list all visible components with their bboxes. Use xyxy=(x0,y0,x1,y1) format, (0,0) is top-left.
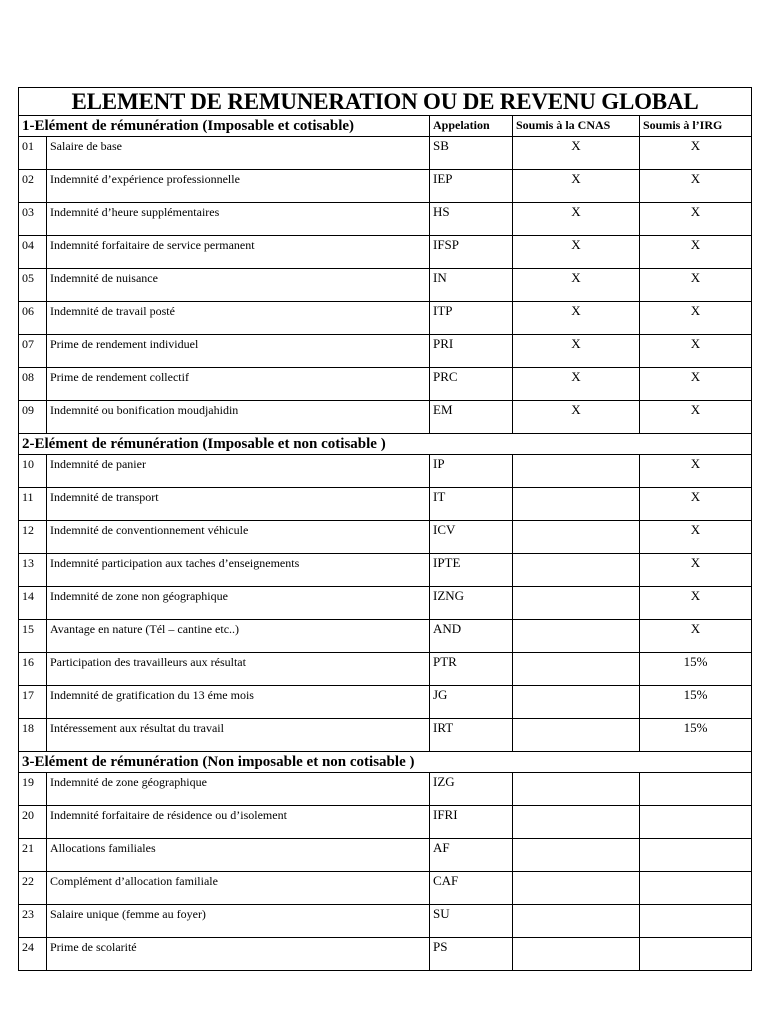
row-irg-mark: X xyxy=(640,620,752,653)
table-row xyxy=(19,806,752,839)
row-code: PTR xyxy=(430,653,513,686)
row-cnas-mark xyxy=(513,938,640,971)
row-irg-mark: X xyxy=(640,335,752,368)
row-irg-mark: X xyxy=(640,236,752,269)
table-row xyxy=(19,653,752,686)
table-row xyxy=(19,203,752,236)
row-code: IT xyxy=(430,488,513,521)
row-cnas-mark: X xyxy=(513,137,640,170)
section-header-row xyxy=(19,752,752,773)
row-label: Indemnité forfaitaire de service permanent xyxy=(47,236,430,269)
row-number: 19 xyxy=(19,773,47,806)
row-label: Prime de rendement individuel xyxy=(47,335,430,368)
row-irg-mark: 15% xyxy=(640,653,752,686)
row-code: CAF xyxy=(430,872,513,905)
table-row xyxy=(19,773,752,806)
row-code: IP xyxy=(430,455,513,488)
row-cnas-mark xyxy=(513,686,640,719)
row-code: PS xyxy=(430,938,513,971)
table-row xyxy=(19,521,752,554)
row-number: 21 xyxy=(19,839,47,872)
row-cnas-mark xyxy=(513,554,640,587)
row-label: Complément d’allocation familiale xyxy=(47,872,430,905)
row-irg-mark: X xyxy=(640,137,752,170)
row-number: 11 xyxy=(19,488,47,521)
table-row xyxy=(19,335,752,368)
row-cnas-mark xyxy=(513,806,640,839)
row-cnas-mark: X xyxy=(513,368,640,401)
row-irg-mark: X xyxy=(640,170,752,203)
row-code: ICV xyxy=(430,521,513,554)
row-cnas-mark: X xyxy=(513,302,640,335)
row-irg-mark xyxy=(640,905,752,938)
row-irg-mark: X xyxy=(640,554,752,587)
row-label: Allocations familiales xyxy=(47,839,430,872)
row-cnas-mark xyxy=(513,488,640,521)
row-irg-mark: X xyxy=(640,269,752,302)
row-number: 06 xyxy=(19,302,47,335)
row-number: 23 xyxy=(19,905,47,938)
row-cnas-mark xyxy=(513,653,640,686)
row-cnas-mark xyxy=(513,773,640,806)
row-label: Indemnité participation aux taches d’enseignements xyxy=(47,554,430,587)
table-row xyxy=(19,587,752,620)
row-irg-mark xyxy=(640,938,752,971)
row-number: 14 xyxy=(19,587,47,620)
row-irg-mark xyxy=(640,806,752,839)
row-cnas-mark xyxy=(513,905,640,938)
row-label: Indemnité d’heure supplémentaires xyxy=(47,203,430,236)
row-label: Indemnité de nuisance xyxy=(47,269,430,302)
row-label: Indemnité de panier xyxy=(47,455,430,488)
column-header-cnas: Soumis à la CNAS xyxy=(513,116,640,137)
row-code: HS xyxy=(430,203,513,236)
row-irg-mark: X xyxy=(640,587,752,620)
row-cnas-mark: X xyxy=(513,269,640,302)
row-irg-mark xyxy=(640,839,752,872)
row-code: IRT xyxy=(430,719,513,752)
row-number: 15 xyxy=(19,620,47,653)
row-irg-mark xyxy=(640,872,752,905)
row-label: Salaire unique (femme au foyer) xyxy=(47,905,430,938)
row-cnas-mark: X xyxy=(513,335,640,368)
row-code: IN xyxy=(430,269,513,302)
row-label: Prime de rendement collectif xyxy=(47,368,430,401)
row-code: EM xyxy=(430,401,513,434)
table-row xyxy=(19,302,752,335)
table-row xyxy=(19,872,752,905)
row-number: 03 xyxy=(19,203,47,236)
row-label: Indemnité ou bonification moudjahidin xyxy=(47,401,430,434)
column-header-irg: Soumis à l’IRG xyxy=(640,116,752,137)
row-code: IZG xyxy=(430,773,513,806)
table-row xyxy=(19,905,752,938)
row-code: ITP xyxy=(430,302,513,335)
row-irg-mark: X xyxy=(640,521,752,554)
table-row xyxy=(19,938,752,971)
row-label: Indemnité de gratification du 13 éme mois xyxy=(47,686,430,719)
table-row xyxy=(19,368,752,401)
row-number: 02 xyxy=(19,170,47,203)
row-number: 04 xyxy=(19,236,47,269)
row-cnas-mark: X xyxy=(513,170,640,203)
row-cnas-mark: X xyxy=(513,203,640,236)
row-number: 07 xyxy=(19,335,47,368)
row-label: Prime de scolarité xyxy=(47,938,430,971)
row-irg-mark: X xyxy=(640,203,752,236)
table-row xyxy=(19,137,752,170)
row-cnas-mark xyxy=(513,455,640,488)
row-irg-mark: 15% xyxy=(640,686,752,719)
row-code: IFSP xyxy=(430,236,513,269)
row-irg-mark: X xyxy=(640,488,752,521)
row-number: 01 xyxy=(19,137,47,170)
row-number: 10 xyxy=(19,455,47,488)
row-code: AF xyxy=(430,839,513,872)
document-title: ELEMENT DE REMUNERATION OU DE REVENU GLOBAL xyxy=(19,88,752,116)
row-number: 13 xyxy=(19,554,47,587)
table-row xyxy=(19,455,752,488)
row-code: IZNG xyxy=(430,587,513,620)
section-heading: 2-Elément de rémunération (Imposable et non cotisable ) xyxy=(19,434,752,455)
section-heading: 1-Elément de rémunération (Imposable et cotisable) xyxy=(19,116,430,137)
row-code: PRI xyxy=(430,335,513,368)
table-row xyxy=(19,620,752,653)
row-number: 16 xyxy=(19,653,47,686)
table-row xyxy=(19,686,752,719)
row-code: SU xyxy=(430,905,513,938)
row-number: 24 xyxy=(19,938,47,971)
row-label: Participation des travailleurs aux résultat xyxy=(47,653,430,686)
row-cnas-mark xyxy=(513,839,640,872)
table-row xyxy=(19,719,752,752)
remuneration-document xyxy=(18,87,751,971)
section-header-row xyxy=(19,116,752,137)
row-label: Salaire de base xyxy=(47,137,430,170)
row-label: Indemnité de transport xyxy=(47,488,430,521)
row-irg-mark: 15% xyxy=(640,719,752,752)
row-cnas-mark xyxy=(513,719,640,752)
table-row xyxy=(19,554,752,587)
section-heading: 3-Elément de rémunération (Non imposable et non cotisable ) xyxy=(19,752,752,773)
row-code: IFRI xyxy=(430,806,513,839)
row-irg-mark: X xyxy=(640,368,752,401)
row-number: 09 xyxy=(19,401,47,434)
row-label: Indemnité de conventionnement véhicule xyxy=(47,521,430,554)
column-header-appelation: Appelation xyxy=(430,116,513,137)
row-code: AND xyxy=(430,620,513,653)
row-number: 08 xyxy=(19,368,47,401)
table-row xyxy=(19,401,752,434)
row-label: Indemnité de zone non géographique xyxy=(47,587,430,620)
row-cnas-mark: X xyxy=(513,401,640,434)
table-row xyxy=(19,839,752,872)
row-label: Indemnité forfaitaire de résidence ou d’isolement xyxy=(47,806,430,839)
row-number: 17 xyxy=(19,686,47,719)
row-label: Intéressement aux résultat du travail xyxy=(47,719,430,752)
row-code: IPTE xyxy=(430,554,513,587)
table-row xyxy=(19,170,752,203)
row-number: 22 xyxy=(19,872,47,905)
row-number: 12 xyxy=(19,521,47,554)
row-code: PRC xyxy=(430,368,513,401)
row-code: SB xyxy=(430,137,513,170)
row-label: Avantage en nature (Tél – cantine etc..) xyxy=(47,620,430,653)
row-number: 05 xyxy=(19,269,47,302)
row-cnas-mark xyxy=(513,587,640,620)
row-label: Indemnité de travail posté xyxy=(47,302,430,335)
row-irg-mark: X xyxy=(640,302,752,335)
row-irg-mark xyxy=(640,773,752,806)
row-irg-mark: X xyxy=(640,401,752,434)
table-row xyxy=(19,269,752,302)
row-cnas-mark xyxy=(513,620,640,653)
row-irg-mark: X xyxy=(640,455,752,488)
row-code: IEP xyxy=(430,170,513,203)
section-header-row xyxy=(19,434,752,455)
row-number: 20 xyxy=(19,806,47,839)
row-cnas-mark xyxy=(513,521,640,554)
row-label: Indemnité d’expérience professionnelle xyxy=(47,170,430,203)
row-cnas-mark xyxy=(513,872,640,905)
row-code: JG xyxy=(430,686,513,719)
table-row xyxy=(19,236,752,269)
row-cnas-mark: X xyxy=(513,236,640,269)
table-row xyxy=(19,488,752,521)
remuneration-table xyxy=(18,87,752,971)
row-label: Indemnité de zone géographique xyxy=(47,773,430,806)
row-number: 18 xyxy=(19,719,47,752)
